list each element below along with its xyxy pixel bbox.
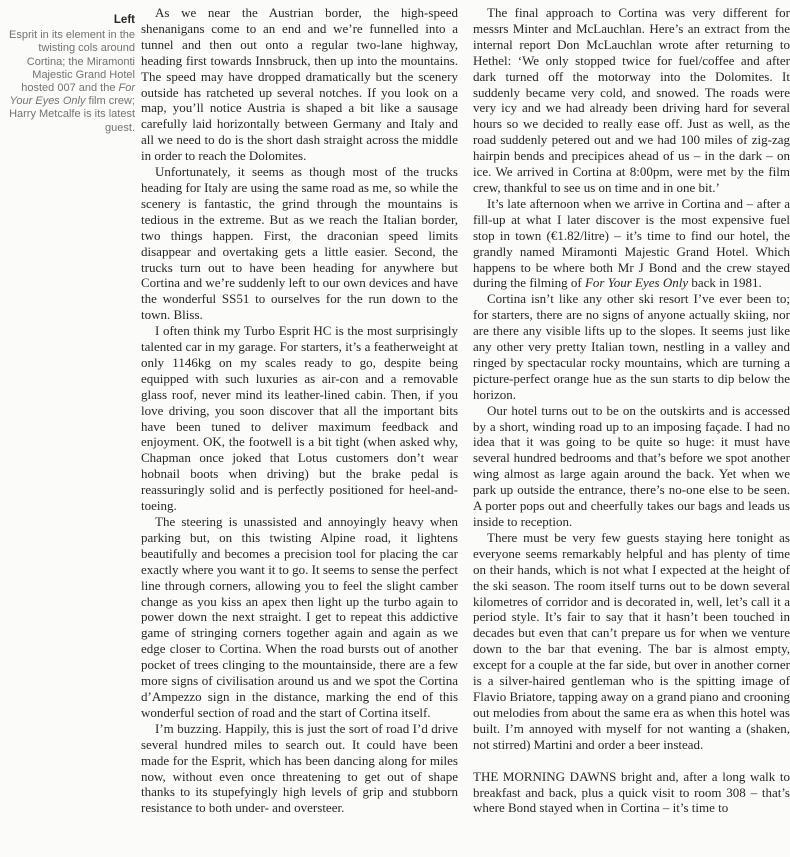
text-segment: There must be very few guests staying here tonight as everyone seems remarkably helpful and has plenty of time on their hands, which is not what I expected at the height of the ski season. The room itself turns out to be down several kilometres of corridor and is decorated in, well, let’s call it a period style. It’s fair to say that it hasn’t been touched in decades but even that can’t prepare us for when we venture down to the bar that evening. The bar is almost empty, except for a couple at the far side, but over in another corner is a silver-haired gentleman who is the spitting image of Flavio Briatore, tapping away on a grand piano and crooning out melodies from about the same era as when this hotel was built. I’m annoyed with myself for not wanting a (shaken, not stirred) Martini and order a beer instead. <box>473 529 790 752</box>
text-segment: It’s late afternoon when we arrive in Cortina and – after a fill-up at what I later discover is the most expensive fuel stop in town (€1.82/litre) – it’s time to find our hotel, the grandly named Miramonti Majestic Grand Hotel. Which happens to be where both Mr J Bond and the crew stayed during the filming of <box>473 195 790 291</box>
text-segment: Cortina isn’t like any other ski resort I’ve ever been to; for starters, there are no signs of anyone actually skiing, nor are there any visible lifts up to the slopes. It seems just like any other very pretty Italian town, nestling in a valley and ringed by spectacular rocky mountains, which are turning a picture-perfect orange hue as the sun starts to dip below the horizon. <box>473 291 790 402</box>
photo-caption <box>6 14 135 135</box>
text-segment: The final approach to Cortina was very different for messrs Minter and McLauchlan. Here’s an extract from the internal report Don McLauchlan wrote after returning to Hethel: ‘We only stopped twice for fuel/coffee and after dark turned off the motorway into the Dolomites. It suddenly became very cold, and snowed. The roads were very icy and we had already been driving hard for several hours so we decided to really ease off. Just as well, as the road suddenly petered out and we had 100 miles of zig-zag hairpin bends and precipices ahead of us – in the dark – on ice. We arrived in Cortina at 8:00pm, were met by the film crew, thankful to see us on time and in one bit.’ <box>473 5 790 195</box>
article-body <box>141 5 790 816</box>
text-segment: Our hotel turns out to be on the outskirts and is accessed by a short, winding road up to an imposing façade. I had no idea that it was going to be quite so huge: it must have several hundred bedrooms and that’s before we spot another wing almost as large again around the back. Yet when we park up outside the entrance, there’s no-one else to be seen. A porter pops out and cheerfully takes our bags and leads us inside to reception. <box>473 402 790 529</box>
text-segment: Unfortunately, it seems as though most of the trucks heading for Italy are using the same road as me, so while the scenery is fantastic, the grind through the mountains is tedious in the extreme. But as we reach the Italian border, two things happen. First, the draconian speed limits disappear and overtaking gets a little easier. Second, the trucks turn out to have been heading for anywhere but Cortina and we’re suddenly left to our own devices and have the wonderful SS51 to ourselves for the run down to the town. Bliss. <box>141 164 458 323</box>
paragraph <box>473 291 790 402</box>
text-segment: Esprit in its element in the twisting cols around Cortina; the Miramonti Majestic Grand Hotel hosted 007 and the <box>9 29 135 95</box>
text-segment: back in 1981. <box>688 275 762 291</box>
article-column-1 <box>141 5 458 816</box>
paragraph <box>141 721 458 816</box>
text-segment: film crew; Harry Metcalfe is its latest guest. <box>9 95 135 134</box>
text-segment: I often think my Turbo Esprit HC is the most surprisingly talented car in my garage. For starters, it’s a featherweight at only 1146kg on my scales ready to go, despite being equipped with such luxuries as air-con and a removable glass roof, never mind its leather-lined cabin. Then, if you love driving, you soon discover that all the important bits have been tuned to deliver maximum feedback and enjoyment. OK, the footwell is a bit tight (when asked why, Chapman once joked that Lotus customers don’t wear hobnail boots when driving) but the brake pedal is reassuringly solid and is perfectly positioned for heel-and-toeing. <box>141 323 458 514</box>
text-segment: THE MORNING DAWNS bright and, after a long walk to breakfast and back, plus a quick visit to room 308 – that’s where Bond stayed when in Cortina – it’s time to <box>473 768 790 816</box>
paragraph <box>473 769 790 817</box>
paragraph <box>141 514 458 721</box>
caption-label: Left <box>113 14 135 26</box>
paragraph <box>473 5 790 196</box>
paragraph <box>141 164 458 323</box>
paragraph <box>473 196 790 291</box>
paragraph <box>473 530 790 753</box>
text-segment: As we near the Austrian border, the high-speed shenanigans come to an end and we’re funnelled into a tunnel and then out onto a regular two-lane highway, heading first towards Innsbruck, then up into the mountains. The speed may have dropped dramatically but the scenery outside has ratcheted up several notches. If you look on a map, you’ll notice Austria is shaped a bit like a sausage carefully laid horizontally between Germany and Italy and all we need to do is the short dash straight across the middle in order to reach the Dolomites. <box>141 5 458 164</box>
paragraph <box>473 403 790 530</box>
paragraph <box>141 5 458 164</box>
paragraph <box>141 323 458 514</box>
text-segment: The steering is unassisted and annoyingly heavy when parking but, on this twisting Alpine road, it lightens beautifully and becomes a precision tool for placing the car exactly where you want it to go. It seems to sense the perfect line through corners, allowing you to feel the slight camber change as you kiss an apex then light up the turbo again to power down the next straight. I get to repeat this addictive game of stringing corners together again and again as we edge closer to Cortina. When the road bursts out of another pocket of trees clinging to the mountainside, there are a few more signs of civilisation around us and we spot the Cortina d’Ampezzo sign in the distance, marking the end of this wonderful section of road and the start of Cortina itself. <box>141 514 458 720</box>
paragraph <box>6 29 135 135</box>
text-segment: I’m buzzing. Happily, this is just the sort of road I’d drive several hundred miles to search out. It could have been made for the Esprit, which has been dancing along for miles now, without even once threatening to get out of shape thanks to its stupefyingly high levels of grip and stubborn resistance to both under- and oversteer. <box>141 720 458 816</box>
article-column-2 <box>473 5 790 816</box>
italic-text: For Your Eyes Only <box>584 275 689 291</box>
italic-text: For Your Eyes Only <box>9 82 135 108</box>
caption-text <box>6 29 135 135</box>
